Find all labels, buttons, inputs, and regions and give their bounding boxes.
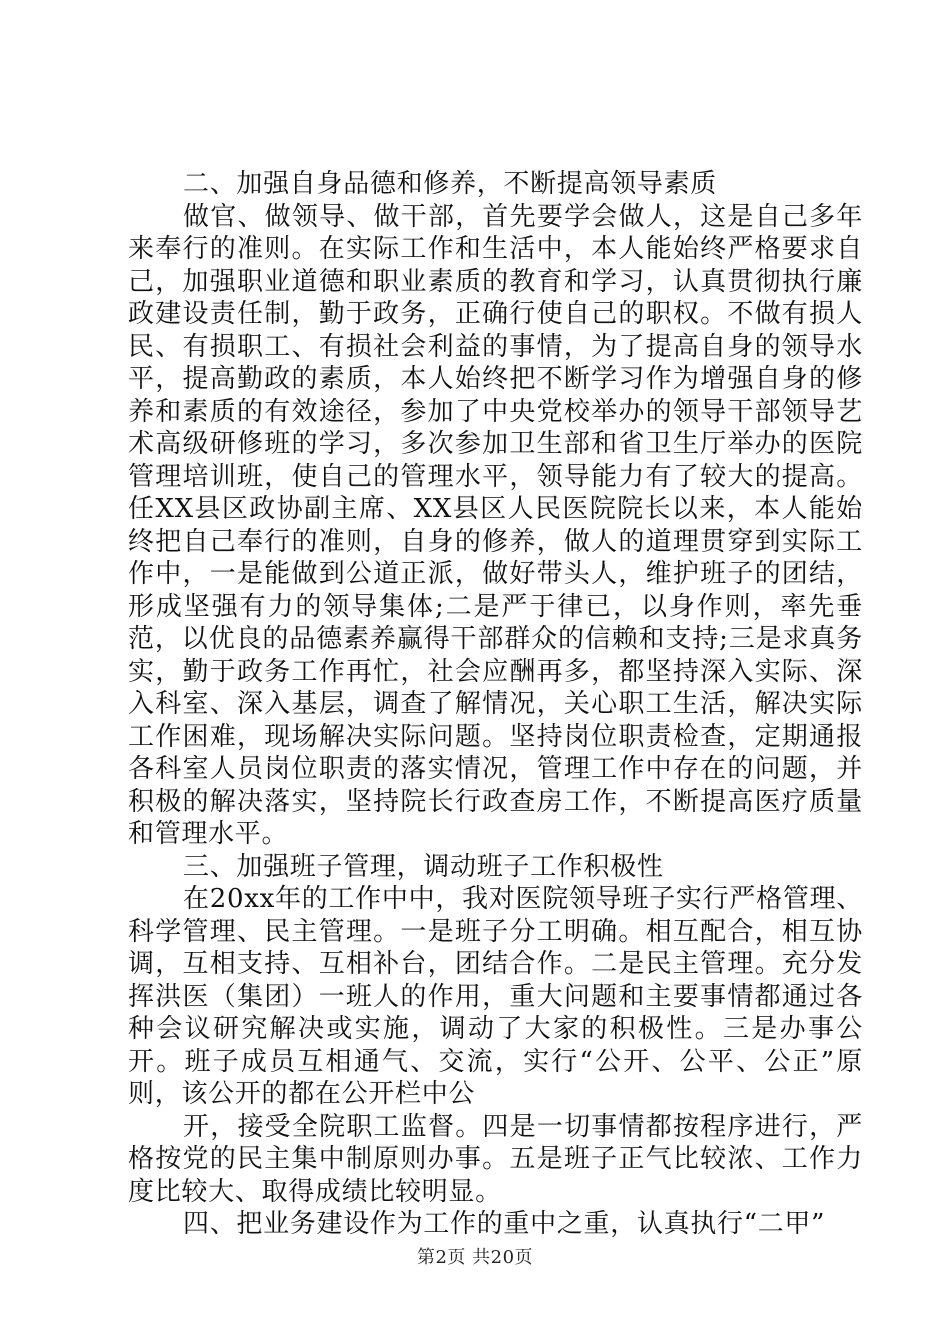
body-paragraph: 在20xx年的工作中中，我对医院领导班子实行严格管理、科学管理、民主管理。一是班子分工明确。相互配合，相互协调，互相支持、互相补台，团结合作。二是民主管理。充分发挥洪医（集团）一班人的作用，重大问题和主要事情都通过各种会议研究解决或实施，调动了大家的积极性。三是办事公开。班子成员互相通气、交流，实行“公开、公平、公正”原则，该公开的都在公开栏中公 <box>128 884 863 1109</box>
body-paragraph: 开，接受全院职工监督。四是一切事情都按程序进行，严格按党的民主集中制原则办事。五是班子正气比较浓、工作力度比较大、取得成绩比较明显。 <box>128 1111 863 1207</box>
section-heading: 四、把业务建设作为工作的重中之重，认真执行“二甲” <box>183 1209 826 1239</box>
section-heading: 二、加强自身品德和修养，不断提高领导素质 <box>183 169 718 199</box>
section-heading: 三、加强班子管理，调动班子工作积极性 <box>183 851 664 882</box>
page-number-footer: 第2页 共20页 <box>416 1247 534 1268</box>
document-body <box>128 168 863 1241</box>
body-paragraph: 做官、做领导、做干部，首先要学会做人，这是自己多年来奉行的准则。在实际工作和生活中，本人能始终严格要求自己，加强职业道德和职业素质的教育和学习，认真贯彻执行廉政建设责任制，勤于政务，正确行使自己的职权。不做有损人民、有损职工、有损社会利益的事情，为了提高自身的领导水平，提高勤政的素质，本人始终把不断学习作为增强自身的修养和素质的有效途径，参加了中央党校举办的领导干部领导艺术高级研修班的学习，多次参加卫生部和省卫生厅举办的医院管理培训班，使自己的管理水平，领导能力有了较大的提高。任XX县区政协副主席、XX县区人民医院院长以来，本人能始终把自己奉行的准则，自身的修养，做人的道理贯穿到实际工作中，一是能做到公道正派，做好带头人，维护班子的团结，形成坚强有力的领导集体;二是严于律已，以身作则，率先垂范，以优良的品德素养赢得干部群众的信赖和支持;三是求真务实，勤于政务工作再忙，社会应酬再多，都坚持深入实际、深入科室、深入基层，调查了解情况，关心职工生活，解决实际工作困难，现场解决实际问题。坚持岗位职责检查，定期通报各科室人员岗位职责的落实情况，管理工作中存在的问题，并积极的解决落实，坚持院长行政查房工作，不断提高医疗质量和管理水平。 <box>128 201 863 849</box>
